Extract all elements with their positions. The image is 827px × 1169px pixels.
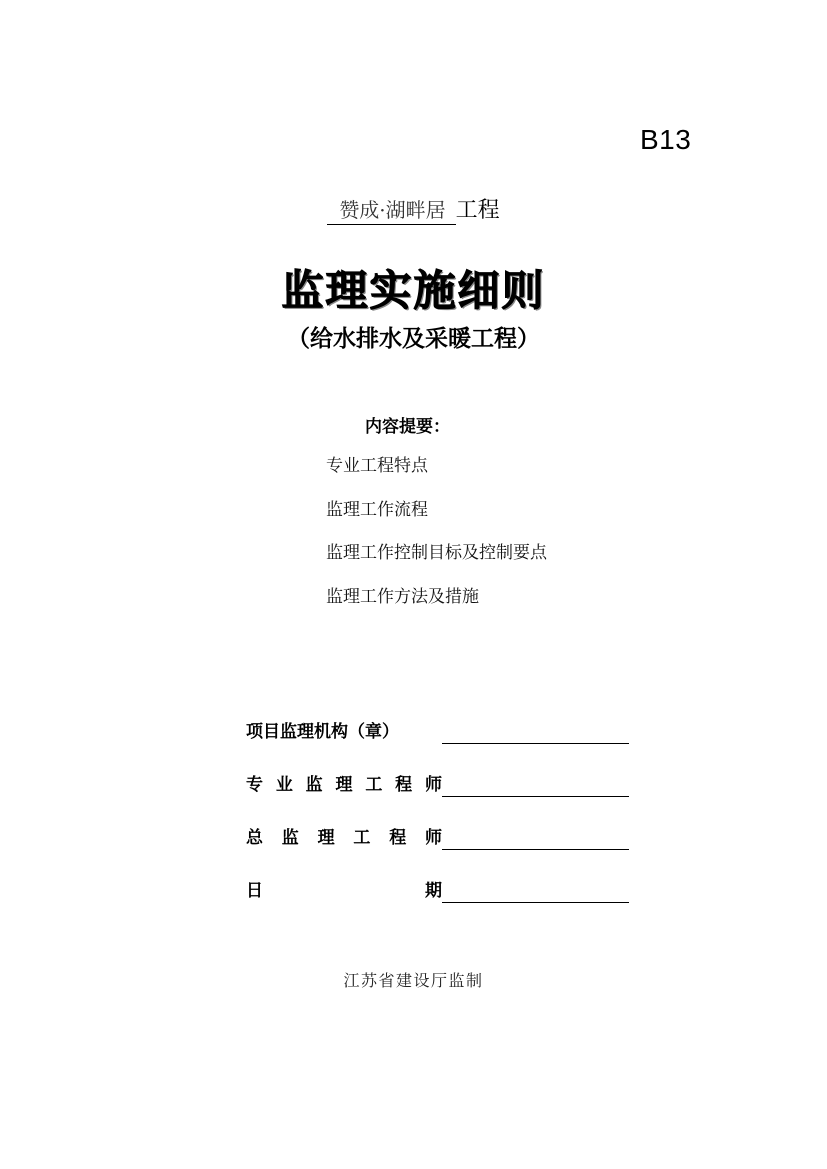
signature-label-chief xyxy=(246,826,442,850)
signature-line-specialist[interactable] xyxy=(442,775,629,797)
label-char: 业 xyxy=(275,775,293,795)
summary-list xyxy=(326,452,547,626)
label-char: 程 xyxy=(389,828,407,848)
label-char: 理 xyxy=(317,828,335,848)
label-char: 工 xyxy=(353,828,371,848)
page-subtitle: （给水排水及采暖工程） xyxy=(287,326,540,352)
issuer-footer: 江苏省建设厅监制 xyxy=(343,971,484,990)
summary-item: 专业工程特点 xyxy=(326,456,428,476)
label-char: 工 xyxy=(365,775,383,795)
signature-line-date[interactable] xyxy=(442,881,629,903)
signature-row-agency xyxy=(246,718,629,744)
project-name: 赞成·湖畔居 xyxy=(327,194,455,225)
label-char: 监 xyxy=(305,775,323,795)
summary-item: 监理工作方法及措施 xyxy=(326,586,479,607)
signature-line-agency[interactable] xyxy=(442,722,629,744)
summary-item: 监理工作流程 xyxy=(326,499,428,520)
label-char: 日 xyxy=(246,881,263,901)
label-char: 期 xyxy=(425,881,442,901)
label-char: 理 xyxy=(335,775,353,795)
label-char: 监 xyxy=(281,828,299,848)
signature-label-specialist xyxy=(246,773,442,797)
signature-row-date xyxy=(246,877,629,903)
signature-line-chief[interactable] xyxy=(442,828,629,850)
signature-label-agency: 项目监理机构（章） xyxy=(246,722,399,742)
summary-item: 监理工作控制目标及控制要点 xyxy=(326,543,547,563)
label-char: 师 xyxy=(424,775,442,795)
signature-label-date xyxy=(246,879,442,903)
signature-row-chief xyxy=(246,824,629,850)
label-char: 程 xyxy=(395,775,413,795)
summary-heading: 内容提要： xyxy=(365,417,450,437)
signature-row-specialist xyxy=(246,771,629,797)
page-title: 监理实施细则 xyxy=(281,266,546,315)
project-line xyxy=(0,193,827,225)
form-code: B13 xyxy=(640,124,692,155)
label-char: 专 xyxy=(246,775,263,795)
label-char: 总 xyxy=(246,828,263,848)
project-suffix: 工程 xyxy=(455,198,500,223)
label-char: 师 xyxy=(424,828,442,848)
